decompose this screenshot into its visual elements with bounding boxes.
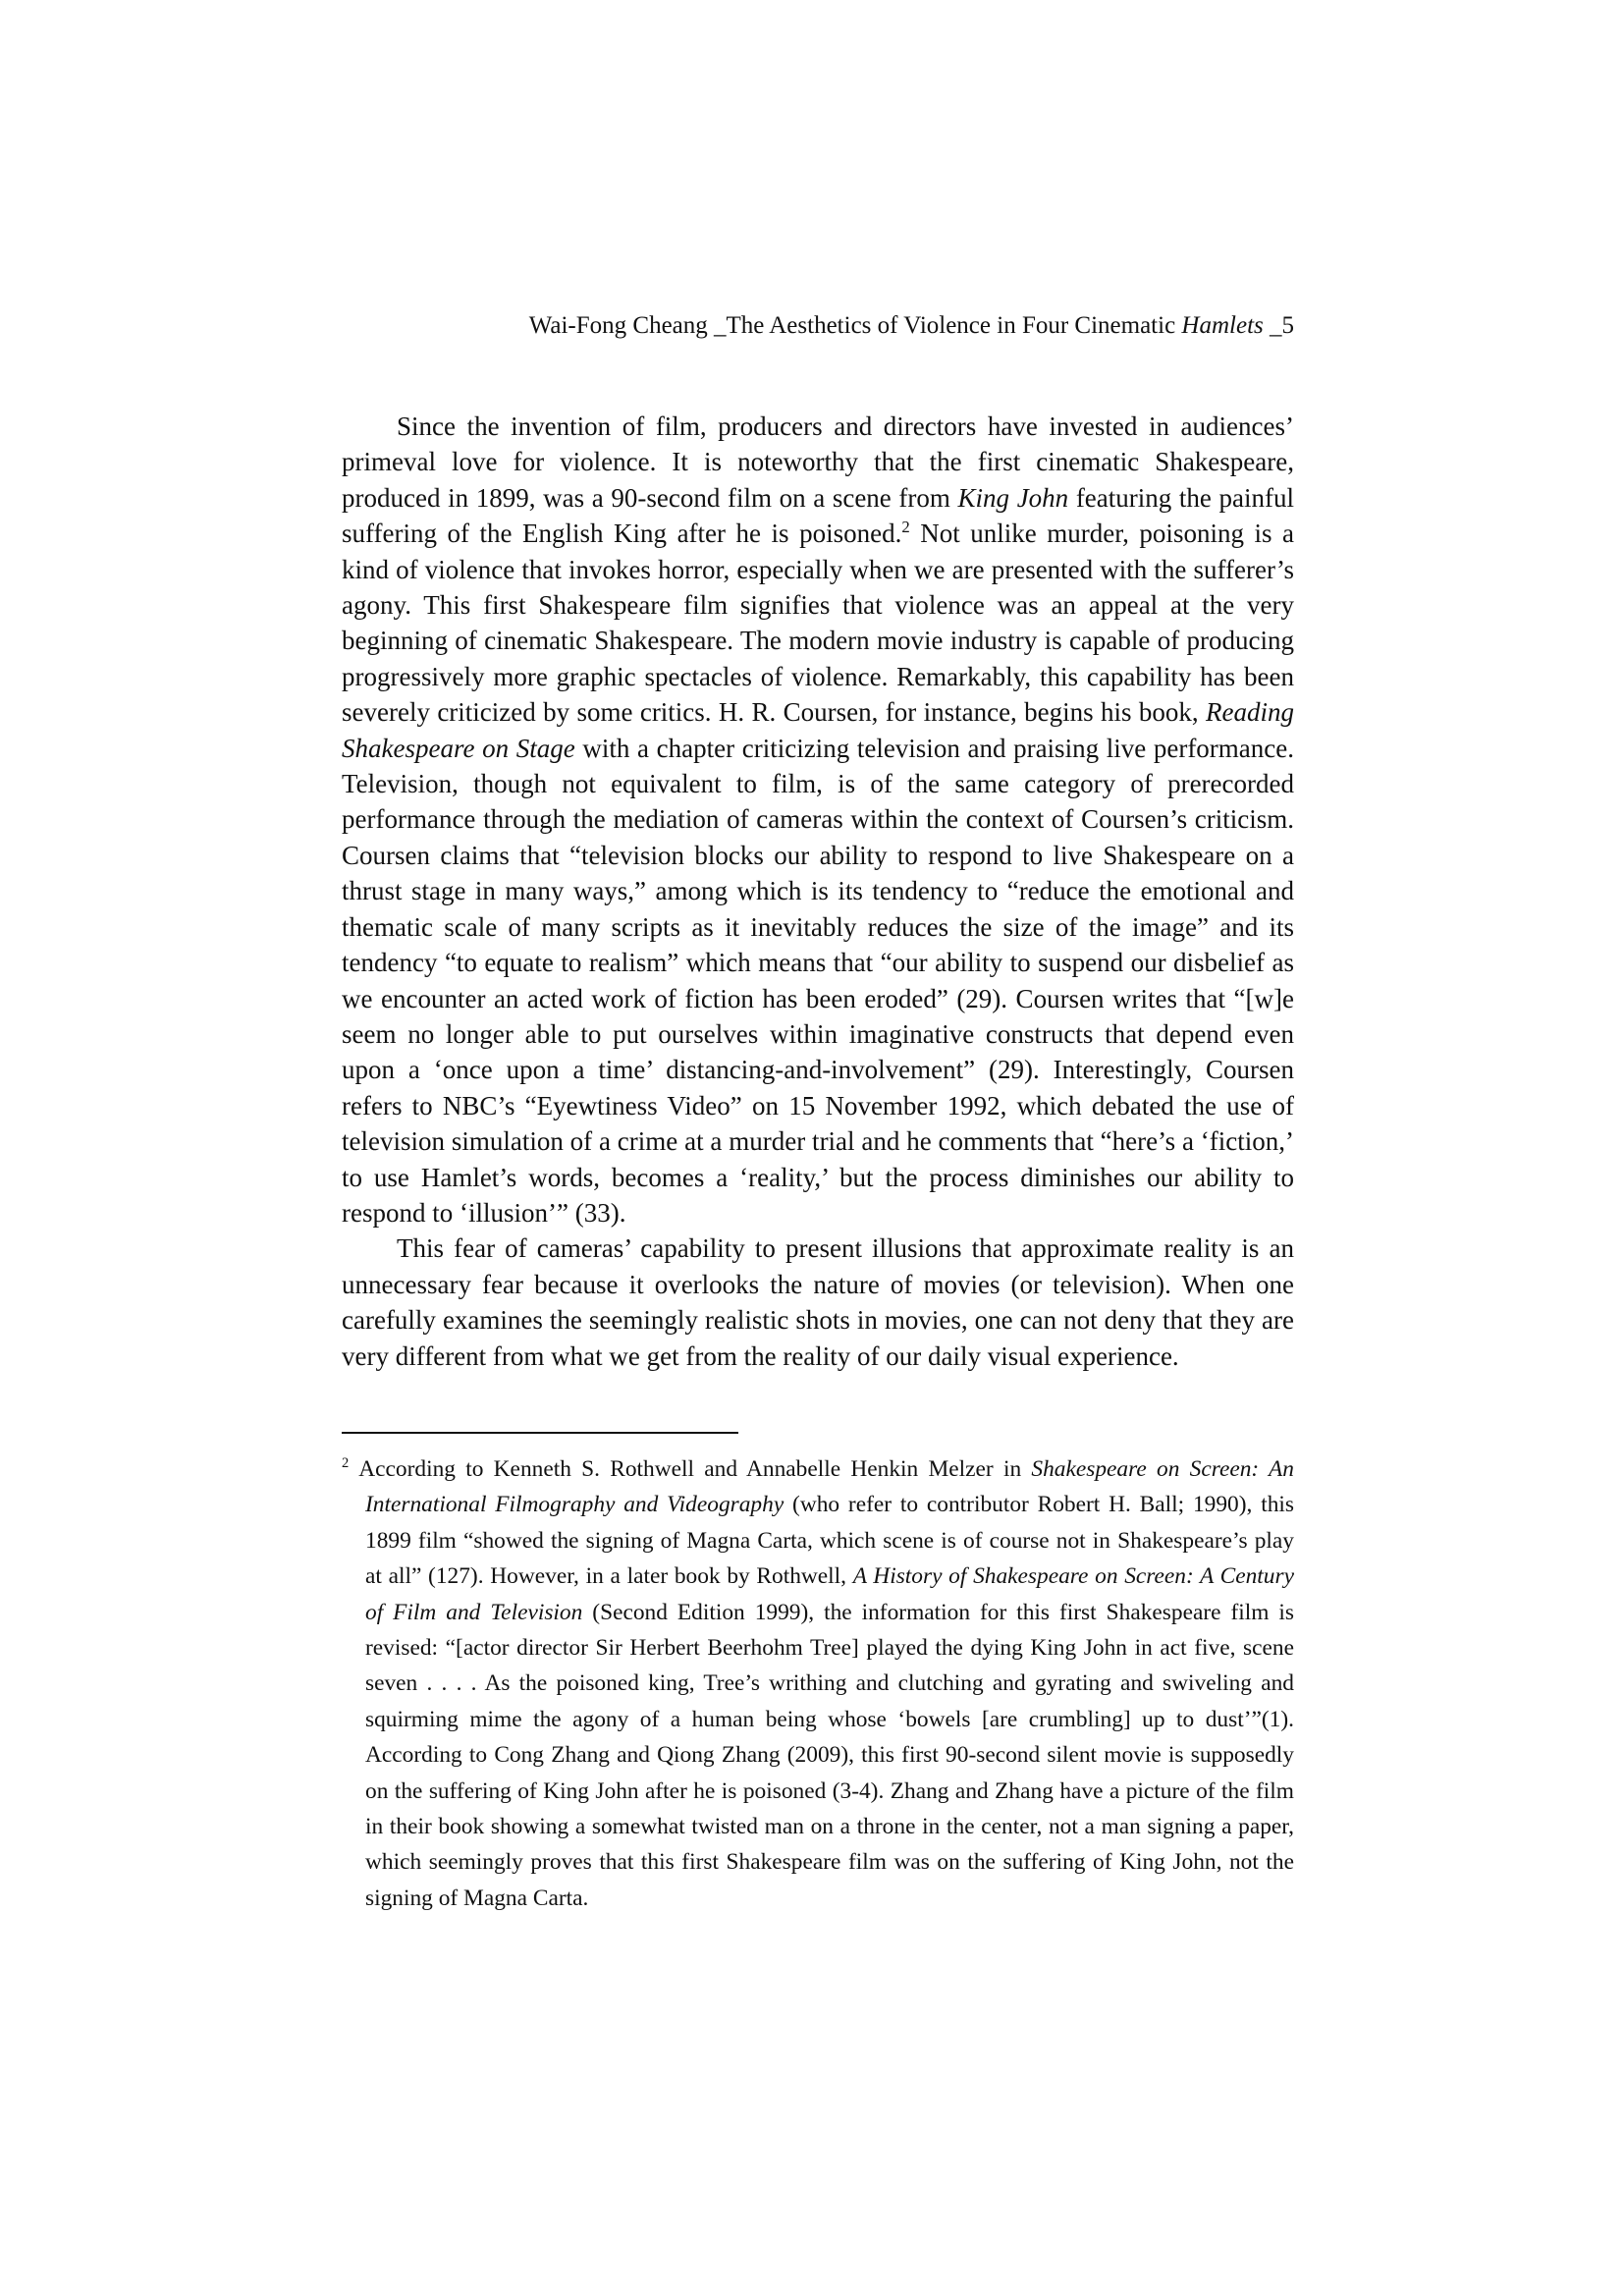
footnote-divider [342,1432,738,1434]
header-author-title: Wai-Fong Cheang _The Aesthetics of Violence in Four Cinematic [528,312,1182,339]
running-header [529,310,1294,342]
footnote-2 [342,1451,1294,1916]
title-shakespeare-on-screen: Shakespeare on Screen: An International Filmography and Videography [365,1456,1295,1518]
paragraph-2: This fear of cameras’ capability to present illusions that approximate reality is an unnecessary fear because it overlooks the nature of movies (or television). When one carefully examines the seemingly realistic shots in movies, one can not deny that they are very different from what we get from the reality of our daily visual experience. [342,1233,1294,1371]
footnote-mark: 2 [342,1455,350,1472]
footnote-text-a: According to Kenneth S. Rothwell and Annabelle Henkin Melzer in [358,1456,1032,1482]
paragraph-1-text-c: Not unlike murder, poisoning is a kind of violence that invokes horror, especially when we are presented with the sufferer’s agony. This first Shakespeare film signifies that violence was an appeal at the very beginning of cinematic Shakespeare. The modern movie industry is capable of producing progressively more graphic spectacles of violence. Remarkably, this capability has been severely criticized by some critics. H. R. Coursen, for instance, begins his book, [342,519,1294,728]
footnote-text-c: (Second Edition 1999), the information for this first Shakespeare film is revised: “[actor director Sir Herbert Beerhohm Tree] played the dying King John in act five, scene seven . . . . As the poisoned king, Tree’s writhing and clutching and gyrating and swiveling and squirming mime the agony of a human being whose ‘bowels [are crumbling] up to dust’”(1). According to Cong Zhang and Qiong Zhang (2009), this first 90-second silent movie is supposedly on the suffering of King John after he is poisoned (3-4). Zhang and Zhang have a picture of the film in their book showing a somewhat twisted man on a throne in the center, not a man signing a paper, which seemingly proves that this first Shakespeare film was on the suffering of King John, not the signing of Magna Carta. [365,1599,1295,1911]
title-history-of-shakespeare: A History of Shakespeare on Screen: A Century of Film and Television [365,1563,1294,1625]
paragraph-1 [342,409,1294,1230]
paragraph-1-text-b: featuring the painful suffering of the English King after he is poisoned. [342,482,1295,549]
page-number: _5 [1263,312,1294,339]
title-reading-shakespeare: Reading Shakespeare on Stage [342,697,1294,763]
header-title-italic: Hamlets [1181,312,1264,339]
main-text [342,409,1294,1374]
paragraph-1-text-d: with a chapter criticizing television and praising live performance. Television, though not equivalent to film, is of the same category of prerecorded performance through the mediation of cameras within the context of Coursen’s criticism. Coursen claims that “television blocks our ability to respond to live Shakespeare on a thrust stage in many ways,” among which is its tendency to “reduce the emotional and thematic scale of many scripts as it inevitably reduces the size of the image” and its tendency “to equate to realism” which means that “our ability to suspend our disbelief as we encounter an acted work of fiction has been eroded” (29). Coursen writes that “[w]e seem no longer able to put ourselves within imaginative constructs that depend even upon a ‘once upon a time’ distancing-and-involvement” (29). Interestingly, Coursen refers to NBC’s “Eyewtiness Video” on 15 November 1992, which debated the use of television simulation of a crime at a murder trial and he comments that “here’s a ‘fiction,’ to use Hamlet’s words, becomes a ‘reality,’ but the process diminishes our ability to respond to ‘illusion’” (33). [342,733,1295,1228]
footnote-text-b: (who refer to contributor Robert H. Ball; 1990), this 1899 film “showed the signing of Magna Carta, which scene is of course not in Shakespeare’s play at all” (127). However, in a later book by Rothwell, [365,1492,1295,1590]
paragraph-1-text-a: Since the invention of film, producers and directors have invested in audiences’ primeval love for violence. It is noteworthy that the first cinematic Shakespeare, produced in 1899, was a 90-second film on a scene from [342,411,1294,513]
title-king-john: King John [957,482,1069,513]
footnote-reference: 2 [901,518,910,537]
